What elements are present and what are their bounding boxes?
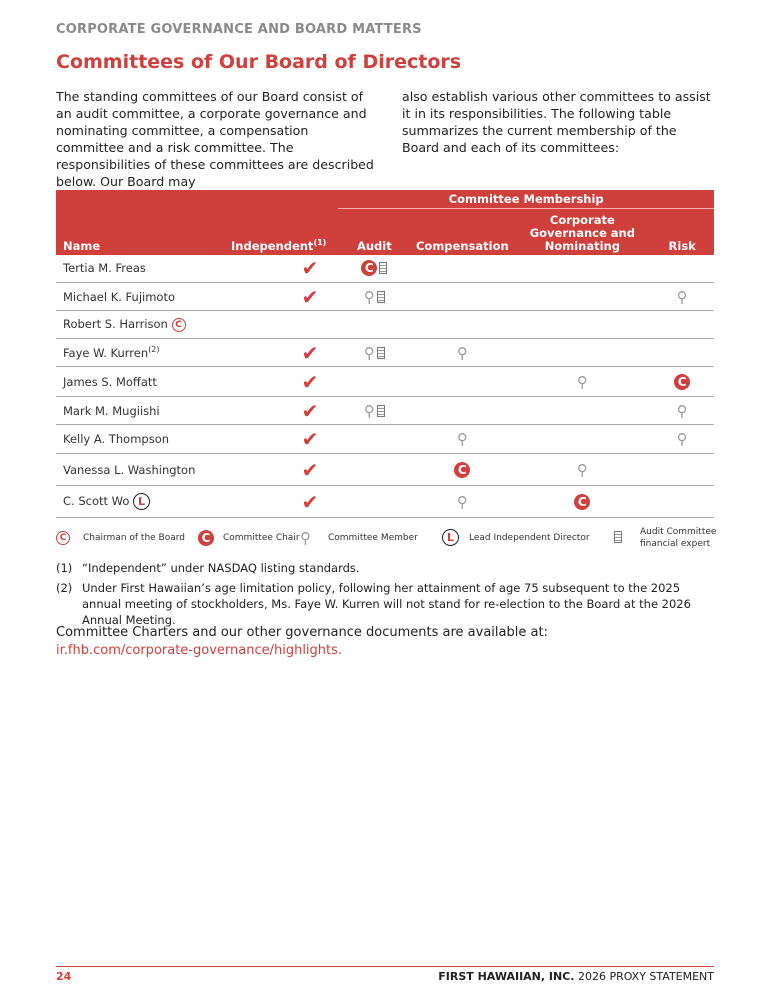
intro-right: also establish various other committees to assist it in its responsibilities. The following table summarizes the current membership of the Board and each of its committees: [402, 89, 711, 155]
checkmark-icon: ✔ [301, 256, 319, 281]
checkmark-icon: ✔ [301, 284, 319, 309]
cgn-cell [514, 283, 650, 311]
cgn-cell [514, 397, 650, 425]
member-icon: ⚲ [456, 343, 468, 362]
independent-cell [231, 255, 338, 283]
independent-cell [231, 486, 338, 518]
table-row [56, 454, 714, 486]
director-name: James S. Moffatt [56, 367, 231, 397]
checkmark-icon: ✔ [301, 489, 319, 514]
risk-cell [650, 367, 714, 397]
member-icon: ⚲ [300, 529, 311, 547]
table-row [56, 367, 714, 397]
checkmark-icon: ✔ [301, 398, 319, 423]
table-row [56, 255, 714, 283]
footer [56, 966, 714, 983]
chair-icon: C [454, 462, 470, 478]
member-icon: ⚲ [363, 343, 375, 362]
audit-cell [338, 283, 410, 311]
compensation-cell [410, 486, 514, 518]
legend [56, 528, 716, 552]
calculator-icon [379, 262, 387, 274]
compensation-cell [410, 397, 514, 425]
legend-chair: Committee Chair [223, 533, 300, 543]
independent-cell [231, 311, 338, 339]
audit-cell [338, 425, 410, 454]
legend-lead: Lead Independent Director [469, 533, 590, 543]
header-risk: Risk [650, 209, 714, 255]
calculator-icon [377, 291, 385, 303]
independent-cell [231, 367, 338, 397]
header-name: Name [56, 209, 231, 255]
page-number: 24 [56, 970, 72, 983]
risk-cell [650, 255, 714, 283]
chair-icon: C [361, 260, 377, 276]
member-icon: ⚲ [456, 430, 468, 448]
table-row [56, 339, 714, 367]
audit-cell [338, 339, 410, 367]
checkmark-icon: ✔ [301, 340, 319, 365]
audit-cell [338, 311, 410, 339]
risk-cell [650, 339, 714, 367]
table-row [56, 283, 714, 311]
member-icon: ⚲ [363, 401, 375, 420]
independent-cell [231, 397, 338, 425]
risk-cell [650, 283, 714, 311]
member-icon: ⚲ [576, 460, 588, 479]
cgn-cell [514, 425, 650, 454]
member-icon: ⚲ [676, 430, 688, 448]
chair-icon: C [674, 374, 690, 390]
director-name: Michael K. Fujimoto [56, 283, 231, 311]
calculator-icon [377, 405, 385, 417]
page: CORPORATE GOVERNANCE AND BOARD MATTERS Committees of Our Board of Directors The standing committees of our Board consist of an audit committee, a corporate governance and nominating committee, a compensation committee and a risk committee. The responsibilities of these committees are described below. Our Board may also establish various other committees to assist it in its responsibilities. The following table summarizes the current membership of the Board and each of its committees: Committee Membership Name Independent$^{(1)}$ Audit Compensation Corporate Governance and Nominating Risk Tertia M. Freas ✔ C Michael K. Fujimoto ✔ ⚲ ⚲ Robert S. Harrison C Faye W. Kurren$^{(2)}$ ✔ ⚲ ⚲ James S. Moffatt ✔ ⚲ C Mark M. Mugiishi ✔ ⚲ ⚲ Kelly A. Thompson ✔ ⚲ ⚲ Vanessa L. Washington ✔ C ⚲ C. Scott Wo L ✔ ⚲ C C Chairman of the Board C Committee Chair ⚲ Committee Member L Lead Independent Director Audit Committee financial expert (1) “Independent” under NASDAQ listing standards. (2) Under First Hawaiian’s age limitation policy, following her attainment of age 75 subsequent to the 2025 annual meeting of stockholders, Ms. Faye W. Kurren will not stand for re-election to the Board at the 2026 Annual Meeting. Committee Charters and our other governance documents are available at: ir.fhb.com/corporate-governance/highlights. 24 FIRST HAWAIIAN, INC. 2026 PROXY STATEMENT [0, 0, 768, 1000]
footer-doc: FIRST HAWAIIAN, INC. 2026 PROXY STATEMENT [438, 970, 714, 983]
compensation-cell [410, 454, 514, 486]
risk-cell [650, 425, 714, 454]
chair-icon: C [574, 494, 590, 510]
header-compensation: Compensation [410, 209, 514, 255]
lead-director-icon: L [442, 529, 459, 546]
lead-director-icon: L [133, 493, 150, 510]
cgn-cell [514, 454, 650, 486]
page-title: Committees of Our Board of Directors [56, 51, 462, 73]
chairman-icon: C [172, 318, 186, 332]
header-audit: Audit [338, 209, 410, 255]
legend-expert: Audit Committee financial expert [640, 527, 717, 549]
legend-member: Committee Member [328, 533, 418, 543]
cgn-cell [514, 255, 650, 283]
calculator-icon [377, 347, 385, 359]
compensation-cell [410, 339, 514, 367]
independent-cell [231, 454, 338, 486]
audit-cell [338, 486, 410, 518]
independent-cell [231, 425, 338, 454]
audit-cell [338, 454, 410, 486]
cgn-cell [514, 311, 650, 339]
header-cgn: Corporate Governance and Nominating [514, 209, 650, 255]
table-row [56, 311, 714, 339]
compensation-cell [410, 425, 514, 454]
director-name: Robert S. Harrison C [56, 311, 231, 339]
legend-chairman: Chairman of the Board [83, 533, 186, 543]
cgn-cell [514, 486, 650, 518]
risk-cell [650, 397, 714, 425]
cgn-cell [514, 367, 650, 397]
director-name: Vanessa L. Washington [56, 454, 231, 486]
audit-cell [338, 397, 410, 425]
compensation-cell [410, 367, 514, 397]
director-name: Kelly A. Thompson [56, 425, 231, 454]
checkmark-icon: ✔ [301, 369, 319, 394]
governance-link[interactable]: ir.fhb.com/corporate-governance/highlights. [56, 643, 343, 658]
audit-cell [338, 255, 410, 283]
audit-cell [338, 367, 410, 397]
table-row [56, 397, 714, 425]
intro-left: The standing committees of our Board consist of an audit committee, a corporate governance and nominating committee, a compensation committee and a risk committee. The responsibilities of these committees are described below. Our Board may [56, 89, 374, 189]
checkmark-icon: ✔ [301, 427, 319, 451]
chairman-icon: C [56, 531, 70, 545]
independent-cell [231, 283, 338, 311]
chair-icon: C [198, 530, 214, 546]
header-independent: Independent$^{(1)}$ [231, 209, 338, 255]
compensation-cell [410, 311, 514, 339]
director-name: Tertia M. Freas [56, 255, 231, 283]
risk-cell [650, 454, 714, 486]
calculator-icon [614, 531, 622, 543]
director-name: C. Scott Wo L [56, 486, 231, 518]
risk-cell [650, 486, 714, 518]
compensation-cell [410, 255, 514, 283]
cgn-cell [514, 339, 650, 367]
member-icon: ⚲ [676, 287, 688, 306]
charters-text: Committee Charters and our other governance documents are available at: [56, 625, 548, 640]
table-row [56, 425, 714, 454]
group-header: Committee Membership [338, 190, 714, 209]
director-name: Mark M. Mugiishi [56, 397, 231, 425]
member-icon: ⚲ [456, 492, 468, 511]
section-heading: CORPORATE GOVERNANCE AND BOARD MATTERS [56, 22, 422, 37]
committee-table [56, 190, 714, 518]
table-row [56, 486, 714, 518]
compensation-cell [410, 283, 514, 311]
independent-cell [231, 339, 338, 367]
director-name: Faye W. Kurren$^{(2)}$ [56, 339, 231, 367]
charters-note [56, 624, 548, 660]
checkmark-icon: ✔ [301, 457, 319, 482]
member-icon: ⚲ [576, 372, 588, 391]
risk-cell [650, 311, 714, 339]
member-icon: ⚲ [676, 401, 688, 420]
member-icon: ⚲ [363, 287, 375, 306]
